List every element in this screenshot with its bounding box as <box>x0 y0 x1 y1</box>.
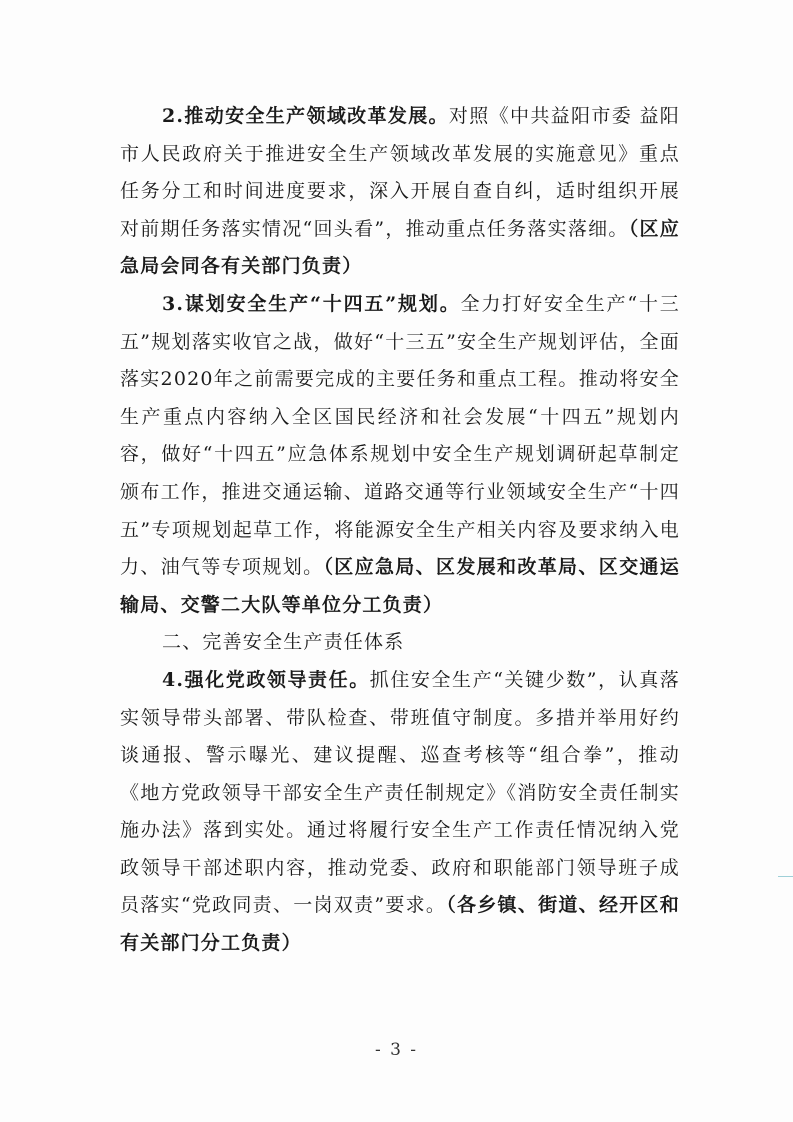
item-3-heading: 3.谋划安全生产“十四五”规划。 <box>162 292 461 315</box>
paragraph-item-4 <box>120 662 680 963</box>
item-4-body: 抓住安全生产“关键少数”，认真落实领导带头部署、带队检查、带班值守制度。多措并举用好约谈通报、警示曝光、建议提醒、巡查考核等“组合拳”，推动《地方党政领导干部安全生产责任制规定》《消防安全责任制实施办法》落到实处。通过将履行安全生产工作责任情况纳入党政领导干部述职内容，推动党委、政府和职能部门领导班子成员落实“党政同责、一岗双责”要求。 <box>120 668 680 917</box>
item-2-body: 对照《中共益阳市委 益阳市人民政府关于推进安全生产领域改革发展的实施意见》重点任务分工和时间进度要求，深入开展自查自纠，适时组织开展对前期任务落实情况“回头看”，推动重点任务落实落细。 <box>120 105 680 240</box>
document-body <box>120 98 680 963</box>
paragraph-item-2 <box>120 98 680 286</box>
page-number: - 3 - <box>374 1040 419 1060</box>
item-2-heading: 2.推动安全生产领域改革发展。 <box>162 105 449 127</box>
scan-edge-mark <box>778 876 793 877</box>
item-3-body: 全力打好安全生产“十三五”规划落实收官之战，做好“十三五”安全生产规划评估，全面落实2020年之前需要完成的主要任务和重点工程。推动将安全生产重点内容纳入全区国民经济和社会发展“十四五”规划内容，做好“十四五”应急体系规划中安全生产规划调研起草制定颁布工作，推进交通运输、道路交通等行业领域安全生产“十四五”专项规划起草工作，将能源安全生产相关内容及要求纳入电力、油气等专项规划。 <box>120 292 680 579</box>
item-3-responsibility: （区应急局、区发展和改革局、区交通运输局、交警二大队等单位分工负责） <box>120 556 680 616</box>
section-heading: 二、完善安全生产责任体系 <box>162 631 405 654</box>
paragraph-item-3 <box>120 286 680 624</box>
item-4-heading: 4.强化党政领导责任。 <box>162 668 370 691</box>
item-4-responsibility: （各乡镇、街道、经开区和有关部门分工负责） <box>120 894 680 955</box>
item-2-responsibility: （区应急局会同各有关部门负责） <box>120 217 680 278</box>
